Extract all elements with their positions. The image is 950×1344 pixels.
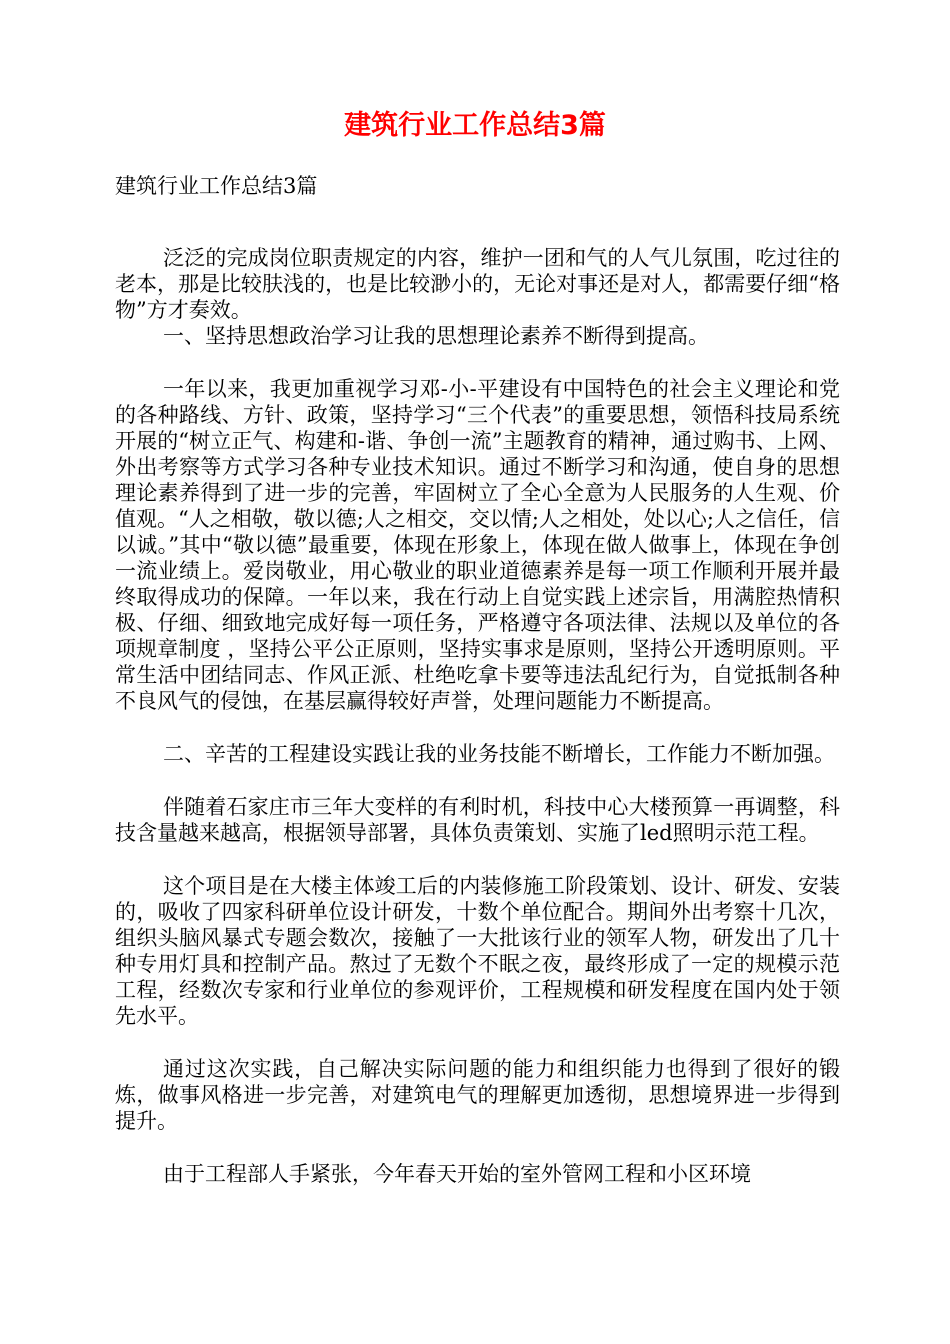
paragraph-political-study: 一年以来，我更加重视学习邓-小-平建设有中国特色的社会主义理论和党的各种路线、方针、政策，坚持学习“三个代表”的重要思想，领悟科技局系统开展的“树立正气、构建和-谐、争创一流”主题教育的精神，通过购书、上网、外出考察等方式学习各种专业技术知识。通过不断学习和沟通，使自身的思想理论素养得到了进一步的完善，牢固树立了全心全意为人民服务的人生观、价值观。“人之相敬，敬以德;人之相交，交以情;人之相处，处以心;人之信任，信以诚。”其中“敬以德”最重要，体现在形象上，体现在做人做事上，体现在争创一流业绩上。爱岗敬业，用心敬业的职业道德素养是每一项工作顺利开展并最终取得成功的保障。一年以来，我在行动上自觉实践上述宗旨，用满腔热情积极、仔细、细致地完成好每一项任务，严格遵守各项法律、法规以及单位的各项规章制度 ，坚持公平公正原则，坚持实事求是原则，坚持公开透明原则。平常生活中团结同志、作风正派、杜绝吃拿卡要等违法乱纪行为，自觉抵制各种不良风气的侵蚀，在基层赢得较好声誉，处理问题能力不断提高。 bbox=[115, 377, 840, 713]
paragraph-project-details: 这个项目是在大楼主体竣工后的内装修施工阶段策划、设计、研发、安装的，吸收了四家科研单位设计研发，十数个单位配合。期间外出考察十几次，组织头脑风暴式专题会数次，接触了一大批该行业的领军人物，研发出了几十种专用灯具和控制产品。熬过了无数个不眠之夜，最终形成了一定的规模示范工程，经数次专家和行业单位的参观评价，工程规模和研发程度在国内处于领先水平。 bbox=[115, 874, 840, 1028]
paragraph-practice-result: 通过这次实践，自己解决实际问题的能力和组织能力也得到了很好的锻炼，做事风格进一步完善，对建筑电气的理解更加透彻，思想境界进一步得到提升。 bbox=[115, 1057, 840, 1133]
document-subtitle: 建筑行业工作总结3篇 bbox=[115, 174, 318, 198]
document-body bbox=[115, 245, 840, 1187]
section-heading-2: 二、辛苦的工程建设实践让我的业务技能不断增长，工作能力不断加强。 bbox=[163, 742, 835, 766]
section-heading-1: 一、坚持思想政治学习让我的思想理论素养不断得到提高。 bbox=[163, 324, 709, 348]
document-title: 建筑行业工作总结3篇 bbox=[344, 110, 606, 141]
paragraph-intro: 泛泛的完成岗位职责规定的内容，维护一团和气的人气儿氛围，吃过往的老本，那是比较肤浅的，也是比较渺小的，无论对事还是对人，都需要仔细“格物”方才奏效。 bbox=[115, 246, 840, 322]
paragraph-engineering-dept: 由于工程部人手紧张，今年春天开始的室外管网工程和小区环境 bbox=[163, 1162, 751, 1186]
paragraph-led-project: 伴随着石家庄市三年大变样的有利时机，科技中心大楼预算一再调整，科技含量越来越高，根据领导部署，具体负责策划、实施了led照明示范工程。 bbox=[115, 795, 840, 845]
